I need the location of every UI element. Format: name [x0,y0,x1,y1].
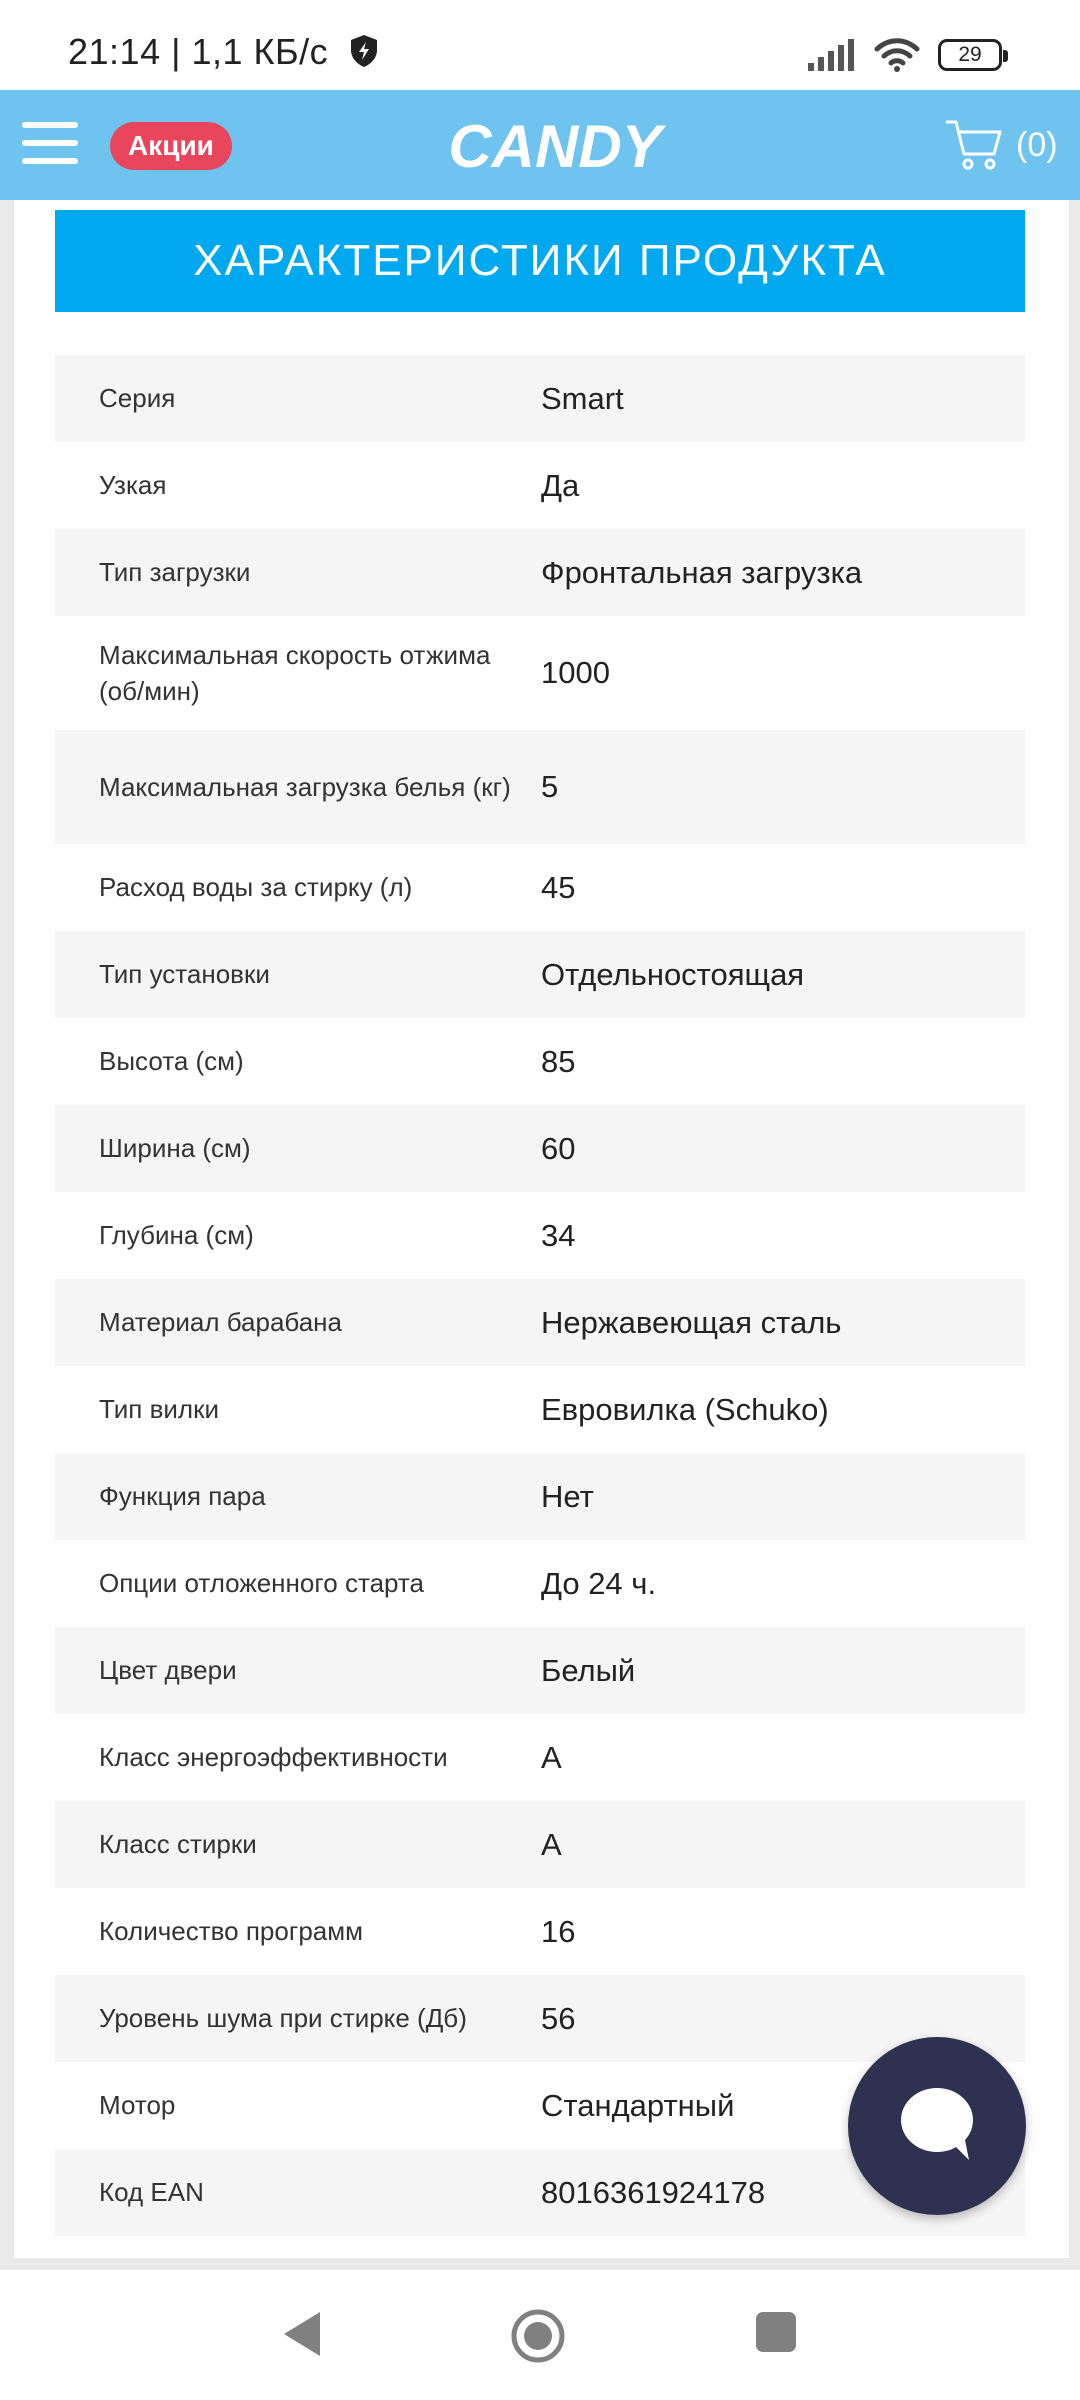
table-row [55,1279,1025,1366]
spec-label: Серия [99,383,176,414]
chat-icon [895,2082,979,2171]
specs-table [55,355,1025,2236]
spec-value: 16 [541,1913,576,1949]
spec-value: Да [541,467,580,503]
spec-label: Мотор [99,2090,176,2121]
spec-value: Нет [541,1478,594,1514]
spec-label: Уровень шума при стирке (Дб) [99,2003,467,2034]
status-time [68,31,379,72]
battery-icon [938,39,1002,71]
shield-icon [349,34,379,68]
system-nav-bar [0,2270,1080,2400]
spec-label: Максимальная скорость отжима (об/мин) [99,639,491,706]
spec-label: Функция пара [99,1481,266,1512]
cart-count[interactable]: (0) [1016,126,1058,164]
table-row [55,1366,1025,1453]
spec-value: 8016361924178 [541,2174,766,2210]
spec-label: Максимальная загрузка белья (кг) [99,771,511,802]
chat-button[interactable] [848,2037,1026,2215]
table-row [55,730,1025,844]
battery-level: 29 [958,43,982,66]
spec-label: Класс энергоэффективности [99,1742,448,1773]
brand-logo[interactable] [420,112,690,178]
spec-value: 34 [541,1217,576,1253]
status-indicators [808,38,1002,72]
spec-label: Тип установки [99,959,270,990]
spec-value: A [541,1739,562,1775]
spec-value: Евровилка (Schuko) [541,1391,829,1427]
spec-label: Тип загрузки [99,557,251,588]
table-row [55,529,1025,616]
spec-value: Нержавеющая сталь [541,1304,842,1340]
table-row [55,931,1025,1018]
spec-value: 56 [541,2000,576,2036]
spec-label: Опции отложенного старта [99,1568,424,1599]
spec-label: Тип вилки [99,1394,219,1425]
table-row [55,1975,1025,2062]
spec-label: Расход воды за стирку (л) [99,872,413,903]
table-row [55,1192,1025,1279]
table-row [55,1453,1025,1540]
spec-label: Код EAN [99,2177,204,2208]
product-specs-card [14,200,1069,2258]
spec-value: Отдельностоящая [541,956,805,992]
table-row [55,1018,1025,1105]
spec-label: Цвет двери [99,1655,237,1686]
recents-icon[interactable] [756,2312,796,2352]
brand-logo-text: CANDY [448,113,662,178]
spec-label: Материал барабана [99,1307,343,1338]
wifi-icon [874,38,920,72]
table-row [55,1888,1025,1975]
spec-value: Стандартный [541,2087,735,2123]
spec-value: A [541,1826,562,1862]
hamburger-icon[interactable] [22,122,78,166]
spec-label: Узкая [99,470,167,501]
status-bar [0,0,1080,90]
table-row [55,1540,1025,1627]
spec-value: До 24 ч. [541,1565,657,1601]
table-row [55,1801,1025,1888]
table-row [55,844,1025,931]
promo-button[interactable]: Акции [110,122,232,170]
table-row [55,1627,1025,1714]
back-icon[interactable] [282,2310,322,2363]
spec-value: Фронтальная загрузка [541,554,863,590]
cart-icon[interactable] [944,118,1004,174]
site-header [0,90,1080,200]
home-icon[interactable] [510,2308,566,2369]
spec-value: 1000 [541,655,610,690]
status-time-text: 21:14 | 1,1 КБ/с [68,31,329,72]
table-row [55,1105,1025,1192]
spec-value: 45 [541,869,576,905]
spec-label: Количество программ [99,1916,363,1947]
spec-value: Smart [541,380,624,416]
spec-label: Глубина (см) [99,1220,254,1251]
spec-label: Высота (см) [99,1046,244,1077]
spec-value: 5 [541,769,559,804]
spec-value: Белый [541,1652,636,1688]
signal-icon [808,39,856,71]
spec-value: 85 [541,1043,576,1079]
spec-label: Ширина (см) [99,1133,251,1164]
table-row [55,355,1025,442]
table-row [55,616,1025,730]
table-row [55,1714,1025,1801]
section-title: ХАРАКТЕРИСТИКИ ПРОДУКТА [55,210,1025,312]
spec-label: Класс стирки [99,1829,257,1860]
table-row [55,442,1025,529]
spec-value: 60 [541,1130,576,1166]
